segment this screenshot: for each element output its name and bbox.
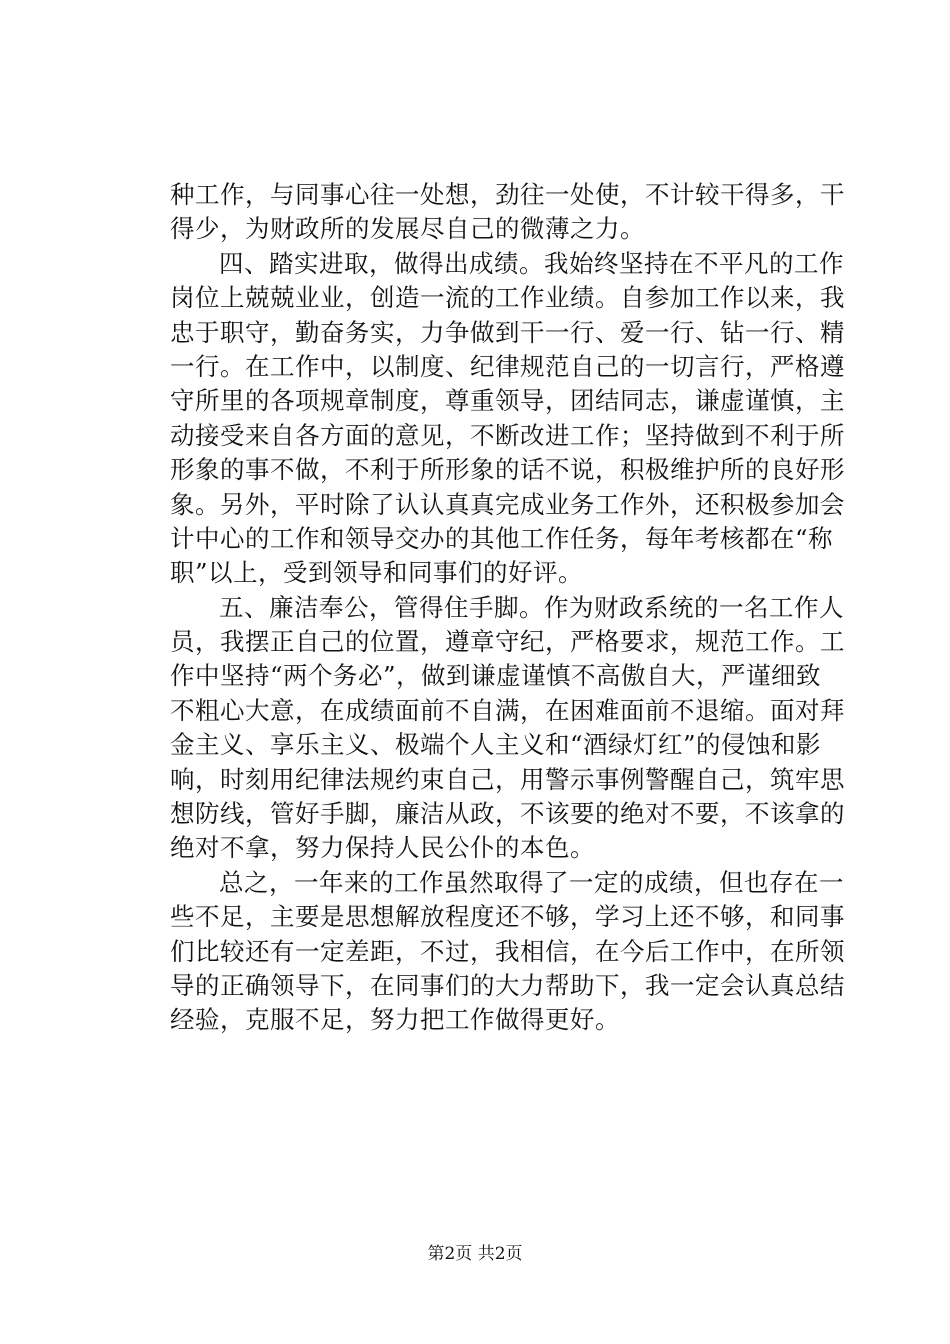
text-line: 得少，为财政所的发展尽自己的微薄之力。 xyxy=(170,214,645,244)
text-line: 形象的事不做，不利于所形象的话不说，积极维护所的良好形 xyxy=(170,455,845,485)
text-line: 忠于职守，勤奋务实，力争做到干一行、爱一行、钻一行、精 xyxy=(170,317,845,347)
text-line: 不粗心大意，在成绩面前不自满，在困难面前不退缩。面对拜 xyxy=(170,695,845,725)
text-line: 响，时刻用纪律法规约束自己，用警示事例警醒自己，筑牢思 xyxy=(170,764,845,794)
text-line: 计中心的工作和领导交办的其他工作任务，每年考核都在“称 xyxy=(170,523,834,553)
text-line: 金主义、享乐主义、极端个人主义和“酒绿灯红”的侵蚀和影 xyxy=(170,730,822,760)
text-line: 员，我摆正自己的位置，遵章守纪，严格要求，规范工作。工 xyxy=(170,627,845,657)
text-line: 一行。在工作中，以制度、纪律规范自己的一切言行，严格遵 xyxy=(170,351,845,381)
page-footer: 第2页 共2页 xyxy=(427,1244,523,1264)
text-line: 岗位上兢兢业业，创造一流的工作业绩。自参加工作以来，我 xyxy=(170,283,845,313)
text-line: 种工作，与同事心往一处想，劲往一处使，不计较干得多，干 xyxy=(170,180,845,209)
text-line: 四、踏实进取，做得出成绩。我始终坚持在不平凡的工作 xyxy=(219,248,844,278)
text-line: 作中坚持“两个务必”，做到谦虚谨慎不高傲自大，严谨细致 xyxy=(170,661,822,691)
text-line: 五、廉洁奉公，管得住手脚。作为财政系统的一名工作人 xyxy=(219,592,844,622)
text-line: 些不足，主要是思想解放程度还不够，学习上还不够，和同事 xyxy=(170,902,845,932)
text-line: 绝对不拿，努力保持人民公仆的本色。 xyxy=(170,833,595,863)
text-line: 职”以上，受到领导和同事们的好评。 xyxy=(170,558,584,588)
text-line: 想防线，管好手脚，廉洁从政，不该要的绝对不要，不该拿的 xyxy=(170,799,845,829)
text-line: 经验，克服不足，努力把工作做得更好。 xyxy=(170,1005,620,1035)
text-line: 动接受来自各方面的意见，不断改进工作；坚持做到不利于所 xyxy=(170,420,845,450)
text-line: 总之，一年来的工作虽然取得了一定的成绩，但也存在一 xyxy=(219,867,844,897)
text-line: 象。另外，平时除了认认真真完成业务工作外，还积极参加会 xyxy=(170,489,845,519)
text-line: 守所里的各项规章制度，尊重领导，团结同志，谦虚谨慎，主 xyxy=(170,386,845,416)
text-line: 导的正确领导下，在同事们的大力帮助下，我一定会认真总结 xyxy=(170,970,845,1000)
text-line: 们比较还有一定差距，不过，我相信，在今后工作中，在所领 xyxy=(170,936,845,966)
document-body xyxy=(170,178,845,1038)
